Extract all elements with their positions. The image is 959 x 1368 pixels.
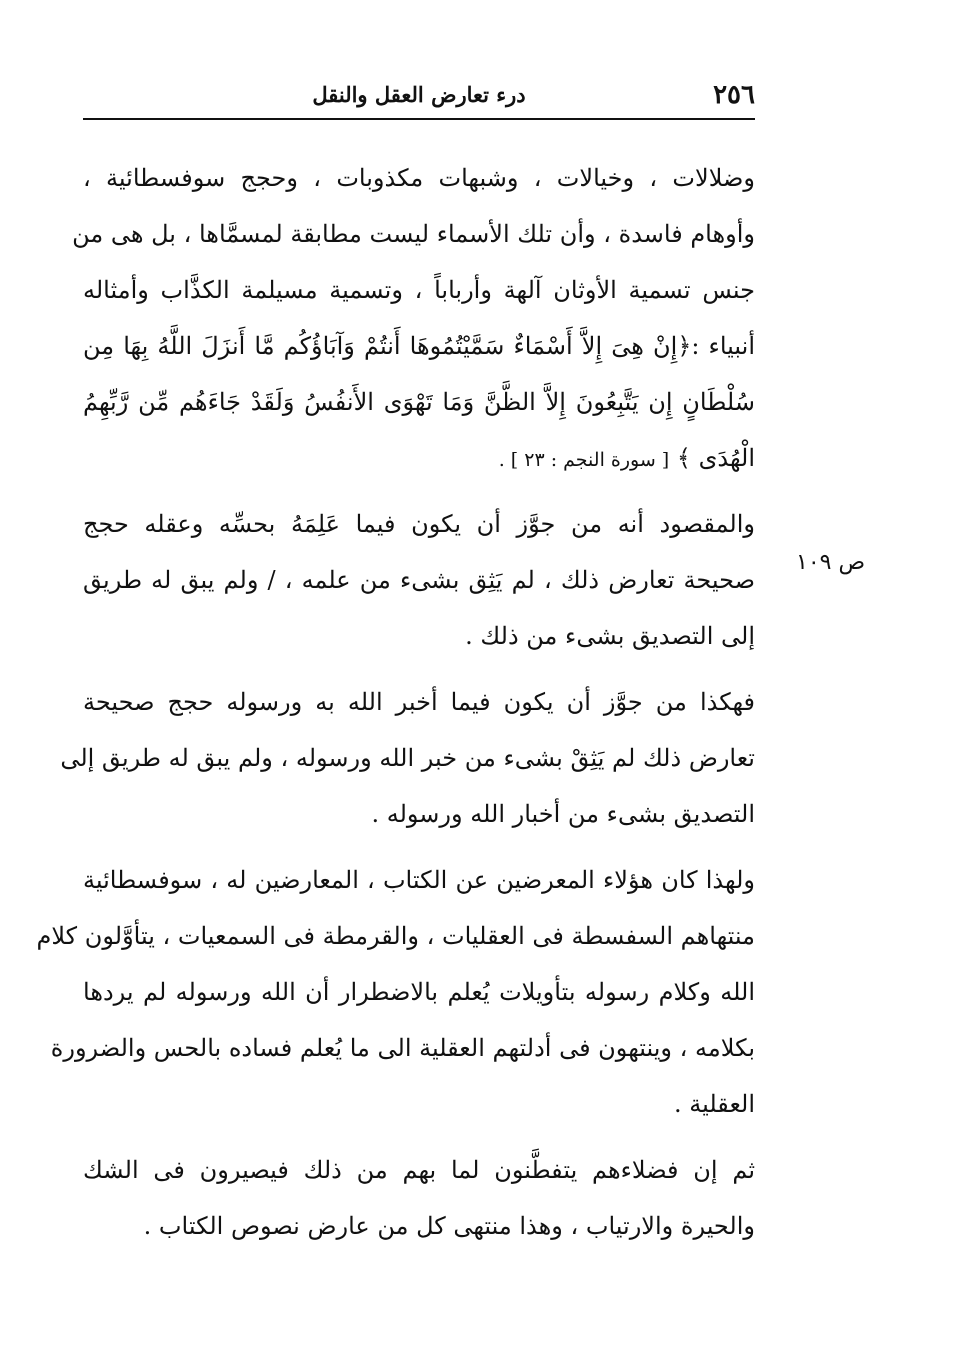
text-line bbox=[83, 430, 755, 486]
text-line: ولهذا كان هؤلاء المعرضين عن الكتاب ، المعارضين له ، سوفسطائية bbox=[83, 866, 755, 894]
paragraph bbox=[83, 496, 755, 664]
text-line: تعارض ذلك لم يَثِقْ بشىء من خبر الله ورسوله ، ولم يبق له طريق إلى bbox=[60, 744, 755, 772]
text-line: جنس تسمية الأوثان آلهة وأرباباً ، وتسمية مسيلمة الكذَّاب وأمثاله bbox=[83, 276, 755, 304]
quran-verse-line: سُلْطَانٍ إِن يَتَّبِعُونَ إِلاَّ الظَّنَّ وَمَا تَهْوَى الأَنفُسُ وَلَقَدْ جَاءَهُم مِّن رَّبِّهِمُ bbox=[83, 388, 755, 416]
text-line: منتهاهم السفسطة فى العقليات ، والقرمطة فى السمعيات ، يتأوَّلون كلام bbox=[36, 922, 755, 950]
paragraph bbox=[83, 1142, 755, 1254]
surah-citation: [ سورة النجم : ٢٣ ] . bbox=[498, 449, 670, 471]
page-number: ٢٥٦ bbox=[713, 80, 755, 110]
text-line: صحيحة تعارض ذلك ، لم يَثِق بشىء من علمه ، / ولم يبق له طريق bbox=[83, 566, 755, 594]
text-line: فهكذا من جوَّز أن يكون فيما أخبر الله به ورسوله حجج صحيحة bbox=[83, 688, 755, 716]
paragraph bbox=[60, 674, 755, 842]
paragraph bbox=[36, 852, 755, 1132]
text-line: إلى التصديق بشىء من ذلك . bbox=[465, 622, 755, 650]
quran-verse-line: أنبياء :﴿إِنْ هِىَ إِلاَّ أَسْمَاءٌ سَمَّيْتُمُوهَا أَنتُمْ وَآبَاؤُكُم مَّا أَنزَلَ اللَّهُ بِهَا مِن bbox=[83, 332, 755, 360]
text-line: وأوهام فاسدة ، وأن تلك الأسماء ليست مطابقة لمسمَّاها ، بل هى من bbox=[72, 220, 755, 248]
margin-note: ص ١٠٩ bbox=[796, 550, 866, 575]
text-line: والحيرة والارتياب ، وهذا منتهى كل من عارض نصوص الكتاب . bbox=[143, 1212, 755, 1240]
text-line: ثم إن فضلاءهم يتفطَّنون لما بهم من ذلك فيصيرون فى الشك bbox=[83, 1156, 755, 1184]
body-text bbox=[36, 150, 755, 1254]
paragraph bbox=[72, 150, 755, 486]
running-title: درء تعارض العقل والنقل bbox=[312, 82, 526, 107]
text-line: العقلية . bbox=[673, 1090, 755, 1118]
text-line: بكلامه ، وينتهون فى أدلتهم العقلية الى ما يُعلم فساده بالحس والضرورة bbox=[50, 1034, 755, 1062]
text-line: الله وكلام رسوله بتأويلات يُعلم بالاضطرار أن الله ورسوله لم يردها bbox=[83, 978, 755, 1006]
quran-verse-end: الْهُدَى ﴾ bbox=[676, 444, 755, 472]
page-header bbox=[83, 74, 755, 120]
text-line: التصديق بشىء من أخبار الله ورسوله . bbox=[371, 800, 755, 828]
text-line: وضلالات ، وخيالات ، وشبهات مكذوبات ، وحجج سوفسطائية ، bbox=[83, 164, 755, 192]
text-line: والمقصود أنه من جوَّز أن يكون فيما عَلِمَهُ بحسِّه وعقله حجج bbox=[83, 510, 755, 538]
